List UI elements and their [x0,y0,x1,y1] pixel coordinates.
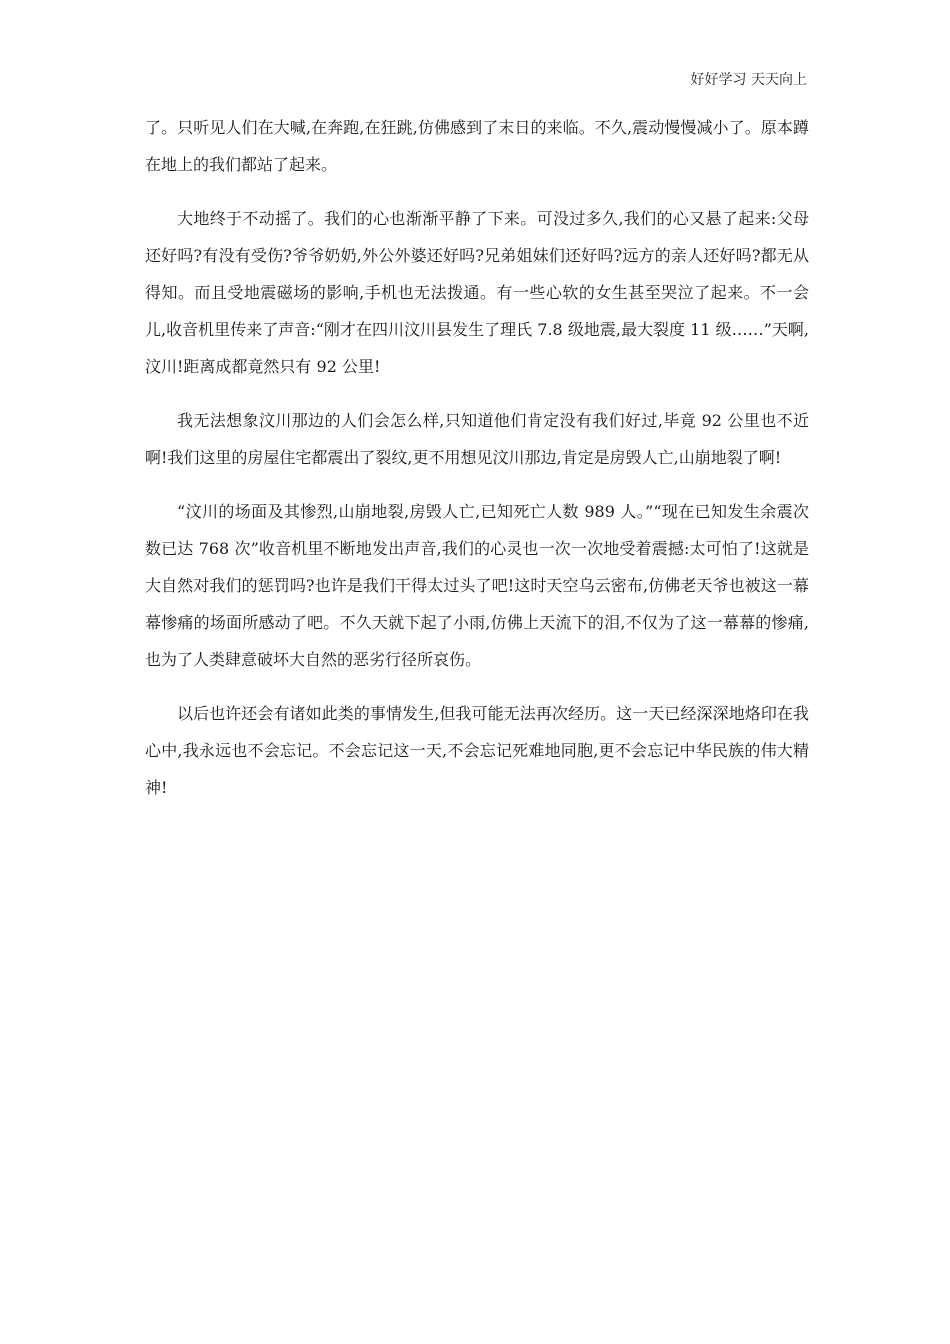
paragraph-1: 了。只听见人们在大喊,在奔跑,在狂跳,仿佛感到了末日的来临。不久,震动慢慢减小了。原本蹲在地上的我们都站了起来。 [145,118,809,174]
page-header-motto: 好好学习 天天向上 [690,72,807,88]
paragraph-3: 我无法想象汶川那边的人们会怎么样,只知道他们肯定没有我们好过,毕竟 92 公里也不近啊!我们这里的房屋住宅都震出了裂纹,更不用想见汶川那边,肯定是房毁人亡,山崩地裂了啊! [145,411,809,467]
paragraph-5: 以后也许还会有诸如此类的事情发生,但我可能无法再次经历。这一天已经深深地烙印在我心中,我永远也不会忘记。不会忘记这一天,不会忘记死难地同胞,更不会忘记中华民族的伟大精神! [145,704,809,797]
document-body [145,109,809,823]
paragraph-2: 大地终于不动摇了。我们的心也渐渐平静了下来。可没过多久,我们的心又悬了起来:父母还好吗?有没有受伤?爷爷奶奶,外公外婆还好吗?兄弟姐妹们还好吗?远方的亲人还好吗?都无从得知。而且受地震磁场的影响,手机也无法拨通。有一些心软的女生甚至哭泣了起来。不一会儿,收音机里传来了声音:“刚才在四川汶川县发生了理氏 7.8 级地震,最大裂度 11 级……”天啊,汶川!距离成都竟然只有 92 公里! [145,209,809,376]
paragraph-4: “汶川的场面及其惨烈,山崩地裂,房毁人亡,已知死亡人数 989 人。”“现在已知发生余震次数已达 768 次”收音机里不断地发出声音,我们的心灵也一次一次地受着震撼:太可怕了!这就是大自然对我们的惩罚吗?也许是我们干得太过头了吧!这时天空乌云密布,仿佛老天爷也被这一幕幕惨痛的场面所感动了吧。不久天就下起了小雨,仿佛上天流下的泪,不仅为了这一幕幕的惨痛,也为了人类肆意破坏大自然的恶劣行径所哀伤。 [145,502,809,669]
